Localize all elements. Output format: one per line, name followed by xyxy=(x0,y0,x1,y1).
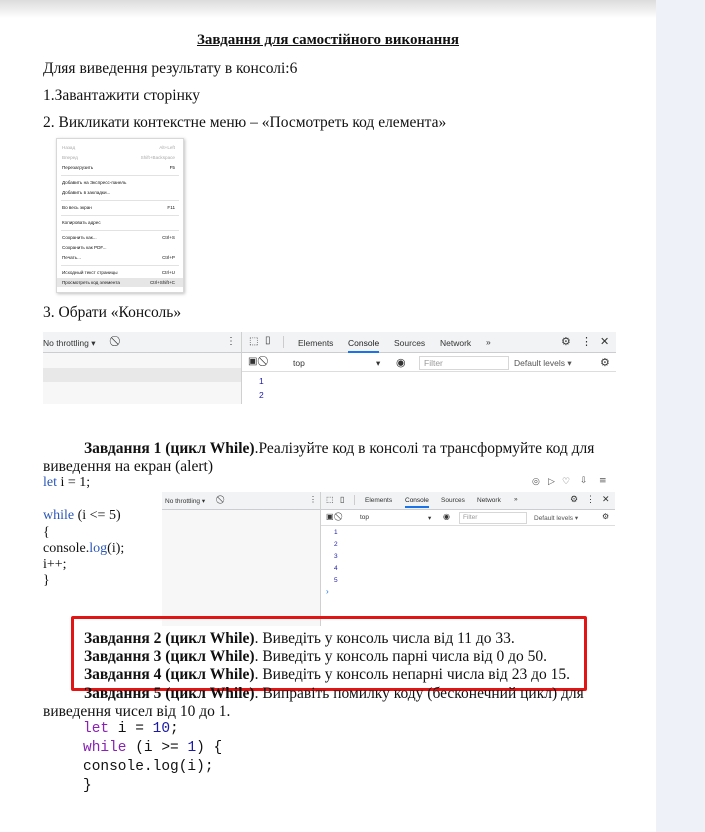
ctx-item-copy-address: Копировать адрес xyxy=(62,220,101,225)
camera-icon: ◎ xyxy=(532,477,540,487)
log-levels-select: Default levels ▾ xyxy=(534,515,579,522)
eye-icon: ◉ xyxy=(443,512,450,521)
task-3-line: Завдання 3 (цикл While). Виведіть у консоль парні числа від 0 до 50. xyxy=(84,648,548,665)
task-1-code-line: { xyxy=(43,525,50,540)
ctx-item-forward: Вперед Shift+Backspace xyxy=(62,155,175,160)
menu-icon: ≡ xyxy=(599,476,607,486)
close-icon: ✕ xyxy=(602,494,610,504)
device-toolbar-icon: ▯ xyxy=(265,335,271,346)
ctx-separator xyxy=(61,175,179,176)
step-1: 1.Завантажити сторінку xyxy=(43,87,200,104)
context-select: top xyxy=(293,358,305,368)
ctx-item-back: Назад Alt+Left xyxy=(62,145,175,150)
ctx-item-bookmark: Добавить в закладки... xyxy=(62,190,111,195)
ctx-item-speed-dial: Добавить на Экспресс-панель xyxy=(62,180,127,185)
task-5-code-line: while (i >= 1) { xyxy=(83,740,223,756)
gear-icon: ⚙ xyxy=(561,336,571,348)
tab-console: Console xyxy=(405,497,429,508)
more-vert-icon: ⋮ xyxy=(226,336,236,347)
chevron-down-icon: ▾ xyxy=(376,358,381,368)
tab-separator xyxy=(283,336,284,348)
gear-icon: ⚙ xyxy=(600,357,610,369)
task-5-code-line: } xyxy=(83,778,92,794)
gear-icon: ⚙ xyxy=(570,494,579,504)
task-4-line: Завдання 4 (цикл While). Виведіть у консоль непарні числа від 23 до 15. xyxy=(84,666,570,683)
throttling-select: No throttling ▾ xyxy=(165,498,206,505)
devtools-screenshot-2 xyxy=(162,492,615,626)
task-1-heading: Завдання 1 (цикл While).Реалізуйте код в консолі та трансформуйте код для xyxy=(84,440,595,457)
send-icon: ▷ xyxy=(548,477,555,487)
task-5-code-line: console.log(i); xyxy=(83,759,214,775)
heart-icon: ♡ xyxy=(562,477,571,487)
inspect-element-icon: ⬚ xyxy=(249,336,259,347)
highlight-box xyxy=(71,616,587,691)
ctx-separator xyxy=(61,230,179,231)
task-5-heading: Завдання 5 (цикл While). Виправіть помилку коду (бесконечний цикл) для xyxy=(84,685,584,702)
tabs-overflow: » xyxy=(486,337,491,347)
console-line-number: 5 xyxy=(334,577,338,584)
more-vert-icon: ⋮ xyxy=(581,336,592,348)
log-levels-select: Default levels ▾ xyxy=(514,358,572,368)
device-toolbar-icon: ▯ xyxy=(340,495,345,504)
context-select: top xyxy=(360,514,370,521)
ctx-item-inspect: Просмотреть код элемента Ctrl+Shift+C xyxy=(57,278,183,287)
tab-console: Console xyxy=(348,338,379,353)
console-line-number: 1 xyxy=(334,529,338,536)
throttling-select: No throttling ▾ xyxy=(43,338,96,348)
sidebar-toggle-icon: ▣ xyxy=(248,356,258,367)
close-icon: ✕ xyxy=(600,336,610,348)
tabs-overflow: » xyxy=(514,496,518,503)
filter-input: Filter xyxy=(459,512,527,524)
task-5-code-line: let i = 10; xyxy=(83,721,179,737)
tab-separator xyxy=(354,495,355,505)
task-1-line-2: виведення на екран (alert) xyxy=(43,458,213,475)
task-1-code-line: console.log(i); xyxy=(43,541,125,556)
more-vert-icon: ⋮ xyxy=(309,495,317,504)
step-2: 2. Викликати контекстне меню – «Посмотреть код елемента» xyxy=(43,114,447,131)
ctx-item-print: Печать... Ctrl+P xyxy=(62,255,175,260)
tab-sources: Sources xyxy=(394,338,426,348)
task-1-code-line: let i = 1; xyxy=(43,475,91,490)
console-line-number: 2 xyxy=(259,390,264,400)
intro-line: Дляя виведення результату в консолі:6 xyxy=(43,60,298,77)
filter-input: Filter xyxy=(419,356,509,370)
ctx-item-save-as: Сохранить как... Ctrl+S xyxy=(62,235,175,240)
network-band xyxy=(43,368,241,382)
task-5-line-2: виведення чисел від 10 до 1. xyxy=(43,703,231,720)
more-vert-icon: ⋮ xyxy=(586,494,595,504)
devtools-left-pane xyxy=(43,332,242,404)
inspect-element-icon: ⬚ xyxy=(326,495,334,504)
console-line-number: 1 xyxy=(259,376,264,386)
tab-sources: Sources xyxy=(441,497,465,504)
doc-title: Завдання для самостійного виконання xyxy=(196,32,459,48)
ctx-item-view-source: Исходный текст страницы Ctrl+U xyxy=(62,270,175,275)
tab-network: Network xyxy=(440,338,472,348)
task-1-code-line: } xyxy=(43,573,50,588)
ctx-separator xyxy=(61,215,179,216)
task-1-code-line: i++; xyxy=(43,557,67,572)
eye-icon: ◉ xyxy=(396,357,406,369)
console-line-number: 4 xyxy=(334,565,338,572)
step-3: 3. Обрати «Консоль» xyxy=(43,304,182,321)
ctx-item-fullscreen: Во весь экран F11 xyxy=(62,205,175,210)
task-2-line: Завдання 2 (цикл While). Виведіть у консоль числа від 11 до 33. xyxy=(84,630,515,647)
tab-elements: Elements xyxy=(298,338,334,348)
ctx-item-reload: Перезагрузить F5 xyxy=(62,165,175,170)
console-line-number: 2 xyxy=(334,541,338,548)
console-prompt: › xyxy=(326,587,329,596)
sidebar-toggle-icon: ▣ xyxy=(326,512,334,521)
gear-icon: ⚙ xyxy=(602,512,610,521)
task-1-code-line: while (i <= 5) xyxy=(43,508,121,523)
devtools-screenshot-1 xyxy=(43,332,616,404)
ctx-item-save-pdf: Сохранить как PDF... xyxy=(62,245,107,250)
tab-network: Network xyxy=(477,497,501,504)
tab-elements: Elements xyxy=(365,497,393,504)
devtools-left-pane xyxy=(162,492,321,626)
context-menu-screenshot xyxy=(56,138,184,293)
download-icon: ⇩ xyxy=(580,476,588,486)
console-line-number: 3 xyxy=(334,553,338,560)
ctx-separator xyxy=(61,200,179,201)
chevron-down-icon: ▾ xyxy=(428,515,432,522)
page-top-shadow xyxy=(0,0,656,18)
ctx-separator xyxy=(61,265,179,266)
